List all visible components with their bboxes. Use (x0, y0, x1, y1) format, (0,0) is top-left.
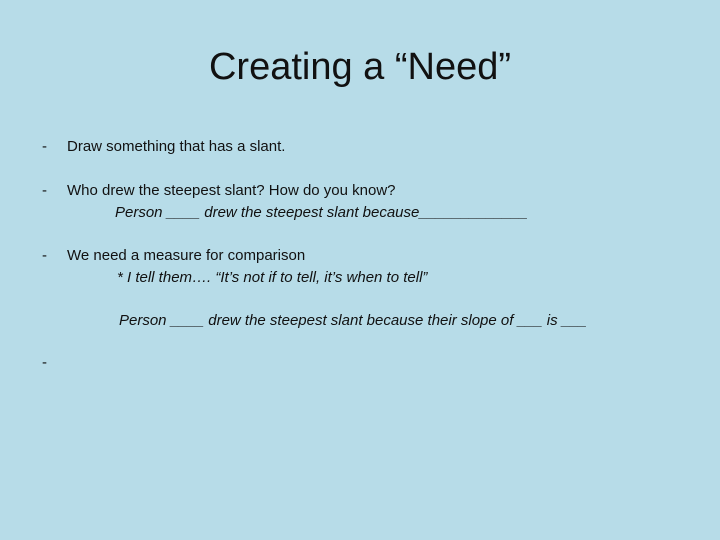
bullet-3-text: We need a measure for comparison (67, 247, 306, 264)
bullet-1-text: Draw something that has a slant. (67, 138, 286, 155)
slide-title: Creating a “Need” (208, 46, 512, 88)
bullet-2-text: Who drew the steepest slant? How do you know? (67, 182, 396, 199)
bullet-marker: - (42, 138, 47, 155)
bullet-3-sentence-frame: Person ____ drew the steepest slant because their slope of ___ is ___ (119, 312, 587, 329)
bullet-marker: - (42, 247, 47, 264)
bullet-2-sentence-frame: Person ____ drew the steepest slant because_____________ (115, 204, 528, 221)
bullet-marker: - (42, 182, 47, 199)
bullet-marker: - (42, 354, 47, 371)
bullet-3-note: * I tell them…. “It’s not if to tell, it’s when to tell” (117, 269, 428, 286)
